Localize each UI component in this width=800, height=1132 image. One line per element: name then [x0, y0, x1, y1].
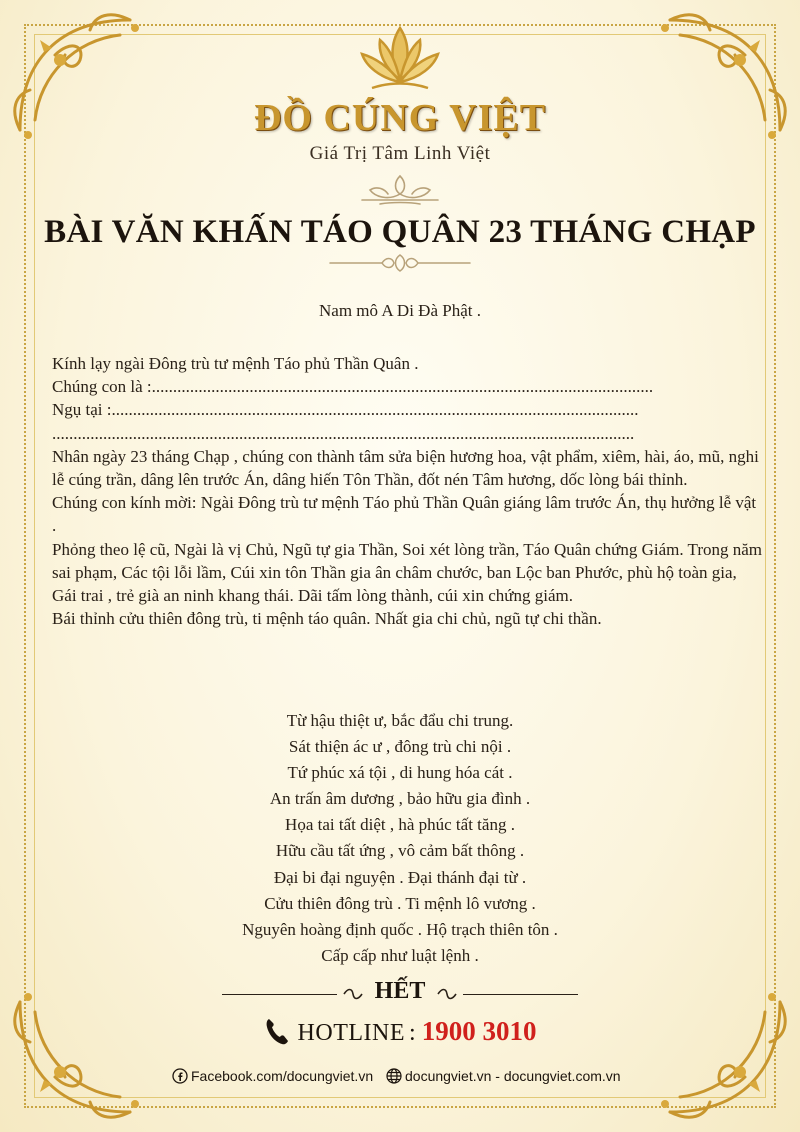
flourish-divider-icon	[320, 252, 480, 274]
hotline-label: HOTLINE	[297, 1020, 406, 1046]
paragraph-salutation: Bái thỉnh cửu thiên đông trù, ti mệnh táo quân. Nhất gia chi chủ, ngũ tự chi thần.	[52, 609, 602, 629]
name-fill-line: Chúng con là :......................................................................................................................	[52, 377, 654, 397]
globe-icon	[386, 1068, 402, 1084]
lotus-icon	[350, 18, 450, 98]
flourish-ornament-icon	[350, 172, 450, 208]
divider-ornament-icon	[436, 986, 458, 1002]
prayer-body	[52, 352, 762, 630]
verse-block	[0, 708, 800, 969]
facebook-link[interactable]	[172, 1068, 373, 1084]
hotline	[0, 1016, 800, 1047]
paragraph-offering: Nhân ngày 23 tháng Chạp , chúng con thành tâm sửa biện hương hoa, vật phẩm, xiêm, hài, áo, mũ, nghi lễ cúng trần, dâng lên trước Án, dâng hiến Tôn Thần, đốt nén Tâm hương, dốc lòng bái thỉnh.	[52, 446, 759, 490]
corner-ornament-icon	[650, 982, 800, 1132]
verse-line: Nguyên hoàng định quốc . Hộ trạch thiên tôn .	[242, 919, 558, 939]
verse-line: Tứ phúc xá tội , di hung hóa cát .	[287, 763, 513, 783]
verse-line: Từ hậu thiệt ư, bắc đẩu chi trung.	[286, 711, 514, 730]
phone-icon	[264, 1016, 290, 1046]
verse-line: Cấp cấp như luật lệnh .	[321, 945, 479, 965]
verse-line: Họa tai tất diệt , hà phúc tất tăng .	[285, 815, 515, 835]
verse-line: Sát thiện ác ư , đông trù chi nội .	[288, 737, 512, 757]
brand-slogan: Giá Trị Tâm Linh Việt	[309, 143, 491, 164]
address-fill-line: Ngụ tại :............................................................................................................................	[52, 400, 639, 420]
website-links[interactable]	[386, 1068, 621, 1084]
verse-line: Cửu thiên đông trù . Ti mệnh lô vương .	[264, 893, 536, 913]
end-marker: HẾT	[374, 978, 426, 1004]
facebook-url: Facebook.com/docungviet.vn	[191, 1068, 374, 1084]
paragraph-blessing: Phỏng theo lệ cũ, Ngài là vị Chủ, Ngũ tự gia Thần, Soi xét lòng trần, Táo Quân chứng Giám. Trong năm sai phạm, Các tội lỗi lầm, Cúi xin tôn Thần gia ân châm chước, ban Lộc ban Phước, phù hộ toàn gia, Gái trai , trẻ già an ninh khang thái. Dãi tấm lòng thành, cúi xin chứng giám.	[52, 539, 762, 606]
page-title: BÀI VĂN KHẤN TÁO QUÂN 23 THÁNG CHẠP	[44, 214, 756, 250]
facebook-icon	[172, 1068, 188, 1084]
hotline-separator: :	[409, 1020, 416, 1046]
website-urls: docungviet.vn - docungviet.com.vn	[405, 1068, 621, 1084]
invocation-line: Kính lạy ngài Đông trù tư mệnh Táo phủ Thần Quân .	[52, 354, 419, 373]
divider-line	[463, 994, 578, 995]
verse-line: Đại bi đại nguyện . Đại thánh đại từ .	[273, 867, 527, 887]
brand-name: ĐỒ CÚNG VIỆT	[253, 97, 547, 139]
verse-line: Hữu cầu tất ứng , vô cảm bất thông .	[275, 841, 525, 861]
hotline-number[interactable]: 1900 3010	[421, 1016, 537, 1046]
end-divider	[210, 978, 590, 1008]
verse-line: An trấn âm dương , bảo hữu gia đình .	[269, 789, 531, 809]
address-continuation-line: .........................................................................................................................................	[52, 423, 635, 443]
paragraph-invitation: Chúng con kính mời: Ngài Đông trù tư mệnh Táo phủ Thần Quân giáng lâm trước Án, thụ hưởng lễ vật .	[52, 493, 757, 536]
corner-ornament-icon	[0, 982, 150, 1132]
greeting-line: Nam mô A Di Đà Phật .	[319, 301, 481, 320]
